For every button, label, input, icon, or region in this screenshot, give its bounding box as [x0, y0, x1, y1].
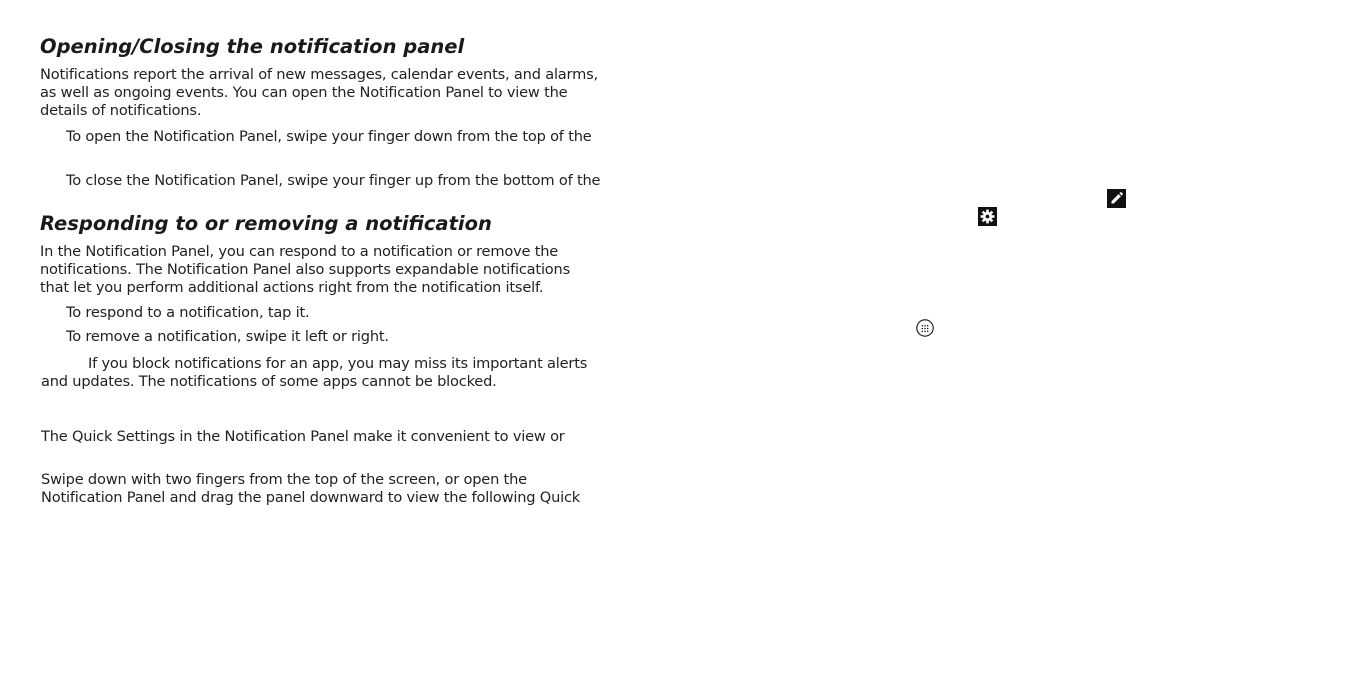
paragraph-line: details of notifications. [40, 102, 202, 119]
quick-settings-intro: The Quick Settings in the Notification Panel make it convenient to view or [41, 428, 565, 445]
edit-pencil-icon [1107, 189, 1126, 208]
all-apps-icon [916, 319, 934, 337]
heading-opening-closing: Opening/Closing the notification panel [40, 35, 465, 58]
swipe-instruction-line: Swipe down with two fingers from the top of the screen, or open the [41, 471, 527, 488]
paragraph-line: notifications. The Notification Panel also supports expandable notifications [40, 261, 570, 278]
settings-gear-icon [978, 207, 997, 226]
paragraph-line: Notifications report the arrival of new messages, calendar events, and alarms, [40, 66, 598, 83]
paragraph-line: as well as ongoing events. You can open the Notification Panel to view the [40, 84, 568, 101]
close-panel-instruction: To close the Notification Panel, swipe your finger up from the bottom of the [66, 172, 601, 189]
remove-instruction: To remove a notification, swipe it left or right. [66, 328, 389, 345]
heading-responding-removing: Responding to or removing a notification [40, 212, 492, 235]
respond-instruction: To respond to a notification, tap it. [66, 304, 310, 321]
swipe-instruction-line: Notification Panel and drag the panel downward to view the following Quick [41, 489, 581, 506]
note-line: If you block notifications for an app, you may miss its important alerts [88, 355, 588, 372]
paragraph-line: that let you perform additional actions right from the notification itself. [40, 279, 544, 296]
note-line: and updates. The notifications of some apps cannot be blocked. [41, 373, 497, 390]
paragraph-line: In the Notification Panel, you can respond to a notification or remove the [40, 243, 559, 260]
open-panel-instruction: To open the Notification Panel, swipe your finger down from the top of the [66, 128, 592, 145]
